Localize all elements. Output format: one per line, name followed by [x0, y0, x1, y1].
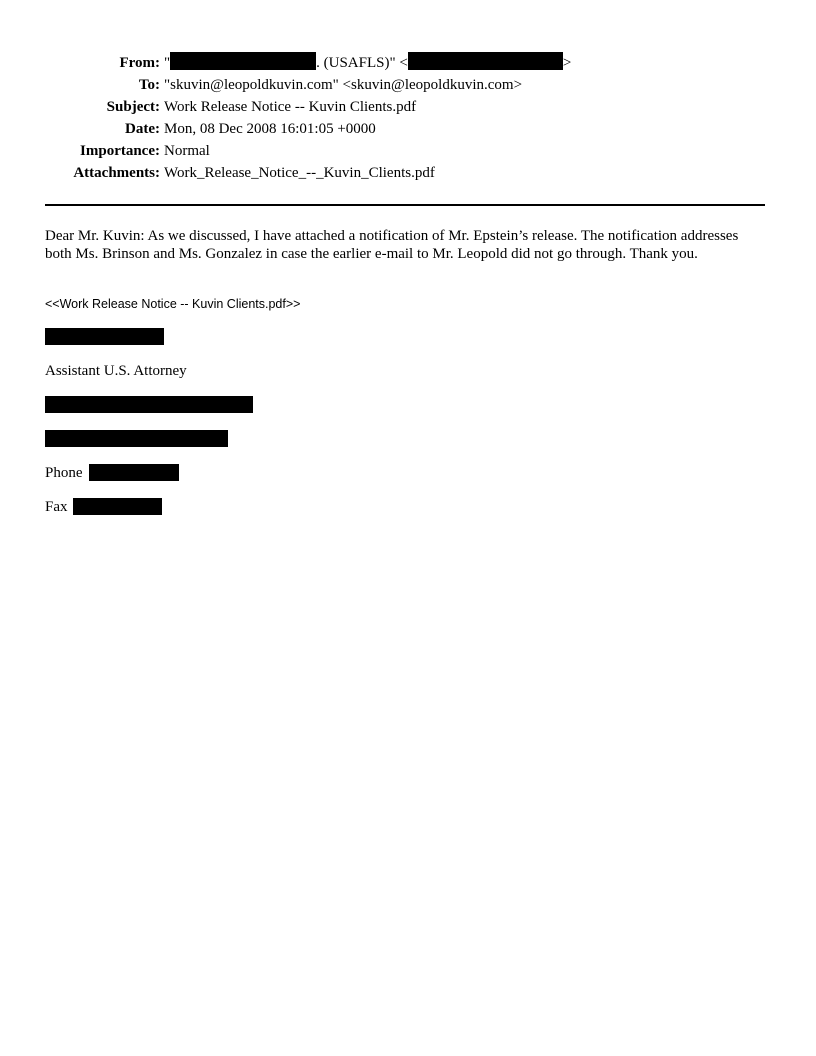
importance-value: Normal: [164, 143, 210, 159]
redacted-address-line-1: [45, 396, 253, 413]
redacted-phone-number: [89, 464, 179, 481]
importance-label: Importance:: [80, 143, 160, 159]
importance-row: [0, 140, 816, 162]
redacted-fax-number: [73, 498, 162, 515]
subject-value: Work Release Notice -- Kuvin Clients.pdf: [164, 99, 417, 115]
fax-label: Fax: [45, 499, 68, 515]
attachments-value[interactable]: Work_Release_Notice_--_Kuvin_Clients.pdf: [164, 165, 435, 181]
to-label: To:: [138, 77, 160, 93]
from-prefix: ": [164, 55, 171, 71]
from-value: [164, 52, 571, 74]
redacted-address-line-2: [45, 430, 228, 447]
message-body: Dear Mr. Kuvin: As we discussed, I have attached a notification of Mr. Epstein’s release. The notification addresses both Ms. Brinson and Ms. Gonzalez in case the earlier e-mail to Mr. Leopold did not go through. Thank you.: [45, 228, 739, 262]
header-divider: [45, 204, 765, 206]
date-value: Mon, 08 Dec 2008 16:01:05 +0000: [164, 121, 376, 137]
date-row: [0, 118, 816, 140]
redacted-sender-name: [45, 328, 164, 345]
redaction-block: [408, 52, 563, 70]
subject-row: [0, 96, 816, 118]
from-label: From:: [119, 55, 160, 71]
attachment-reference[interactable]: <<Work Release Notice -- Kuvin Clients.pdf>>: [45, 297, 301, 311]
from-row: [0, 52, 816, 74]
phone-label: Phone: [45, 465, 83, 481]
attachments-label: Attachments:: [73, 165, 160, 181]
to-row: [0, 74, 816, 96]
attachments-row: [0, 162, 816, 184]
email-header: [0, 52, 816, 184]
subject-label: Subject:: [106, 99, 160, 115]
from-middle: . (USAFLS)" <: [316, 55, 408, 71]
signature-title: Assistant U.S. Attorney: [45, 363, 187, 379]
to-value: "skuvin@leopoldkuvin.com" <skuvin@leopoldkuvin.com>: [164, 77, 523, 93]
date-label: Date:: [125, 121, 160, 137]
redaction-block: [170, 52, 316, 70]
from-suffix: >: [562, 55, 572, 71]
